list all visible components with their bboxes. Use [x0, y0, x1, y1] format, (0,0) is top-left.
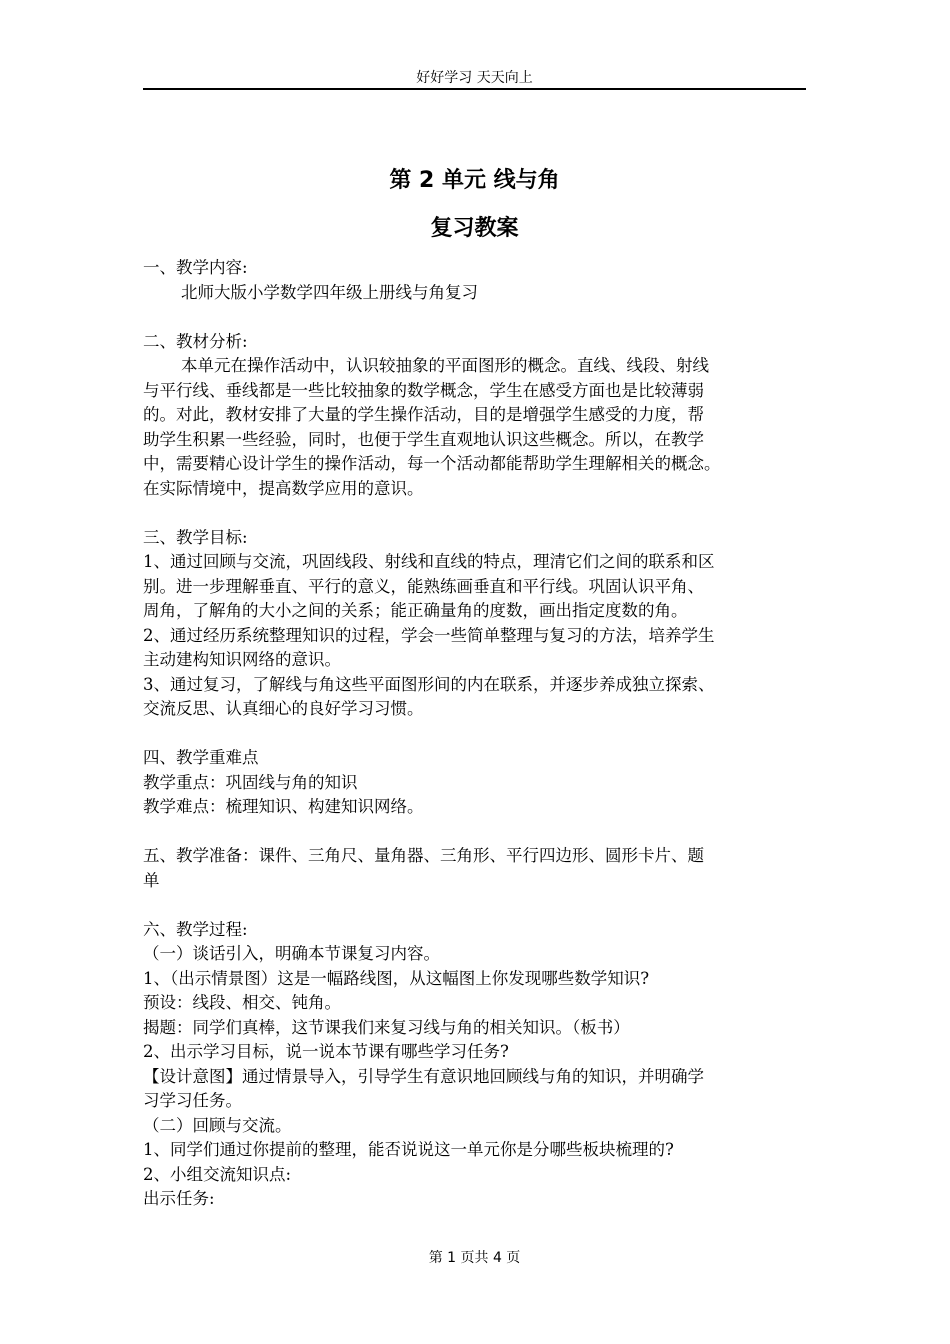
paragraph-line: 单	[143, 870, 160, 890]
paragraph-line: 助学生积累一些经验，同时，也便于学生直观地认识这些概念。所以，在教学	[143, 429, 704, 449]
paragraph-line: 2、出示学习目标，说一说本节课有哪些学习任务?	[143, 1042, 509, 1061]
header-divider	[143, 88, 806, 90]
paragraph-line: 1、（出示情景图）这是一幅路线图，从这幅图上你发现哪些数学知识?	[143, 968, 650, 988]
paragraph-line: 主动建构知识网络的意识。	[143, 650, 341, 669]
paragraph-line: 出示任务:	[143, 1189, 215, 1208]
document-subtitle: 复习教案	[430, 216, 519, 241]
paragraph-line: 习学习任务。	[143, 1091, 242, 1110]
section-heading-key-points: 四、教学重难点	[143, 748, 259, 767]
paragraph-line: 周角，了解角的大小之间的关系；能正确量角的度数，画出指定度数的角。	[143, 601, 688, 620]
page-footer: 第 1 页共 4 页	[428, 1250, 521, 1266]
paragraph-line: 1、通过回顾与交流，巩固线段、射线和直线的特点，理清它们之间的联系和区	[143, 552, 715, 571]
paragraph-line: 中，需要精心设计学生的操作活动，每一个活动都能帮助学生理解相关的概念。	[143, 454, 721, 473]
paragraph-line: 教学重点：巩固线与角的知识	[143, 772, 358, 792]
paragraph-line: （一）谈话引入，明确本节课复习内容。	[143, 944, 440, 963]
section-heading-teaching-goals: 三、教学目标:	[143, 527, 248, 547]
paragraph-line: 2、小组交流知识点:	[143, 1164, 292, 1184]
paragraph-line: 3、通过复习，了解线与角这些平面图形间的内在联系，并逐步养成独立探索、	[143, 674, 715, 694]
document-body	[143, 256, 813, 1212]
paragraph-line: 1、同学们通过你提前的整理，能否说说这一单元你是分哪些板块梳理的?	[143, 1140, 674, 1159]
paragraph-line: 预设：线段、相交、钝角。	[143, 993, 341, 1012]
paragraph-line: 的。对此，教材安排了大量的学生操作活动，目的是增强学生感受的力度，帮	[143, 405, 704, 424]
page-header: 好好学习 天天向上	[416, 70, 533, 86]
paragraph-line: 北师大版小学数学四年级上册线与角复习	[181, 282, 478, 302]
section-heading-teaching-process: 六、教学过程:	[143, 919, 248, 939]
paragraph-line: 本单元在操作活动中，认识较抽象的平面图形的概念。直线、线段、射线	[181, 356, 709, 375]
section-heading-teaching-content: 一、教学内容:	[143, 258, 248, 277]
paragraph-line: 在实际情境中，提高数学应用的意识。	[143, 478, 424, 498]
document-title: 第 2 单元 线与角	[389, 168, 560, 193]
paragraph-line: 揭题：同学们真棒，这节课我们来复习线与角的相关知识。（板书）	[143, 1017, 630, 1037]
paragraph-line: 教学难点：梳理知识、构建知识网络。	[143, 797, 424, 816]
section-heading-preparation: 五、教学准备：课件、三角尺、量角器、三角形、平行四边形、圆形卡片、题	[143, 846, 704, 865]
paragraph-line: 2、通过经历系统整理知识的过程，学会一些简单整理与复习的方法，培养学生	[143, 625, 715, 645]
paragraph-line: 交流反思、认真细心的良好学习习惯。	[143, 699, 424, 718]
paragraph-line: 【设计意图】通过情景导入，引导学生有意识地回顾线与角的知识，并明确学	[143, 1066, 704, 1086]
paragraph-line: （二）回顾与交流。	[143, 1115, 292, 1135]
paragraph-line: 别。进一步理解垂直、平行的意义，能熟练画垂直和平行线。巩固认识平角、	[143, 576, 704, 596]
section-heading-material-analysis: 二、教材分析:	[143, 331, 248, 351]
paragraph-line: 与平行线、垂线都是一些比较抽象的数学概念，学生在感受方面也是比较薄弱	[143, 380, 704, 400]
